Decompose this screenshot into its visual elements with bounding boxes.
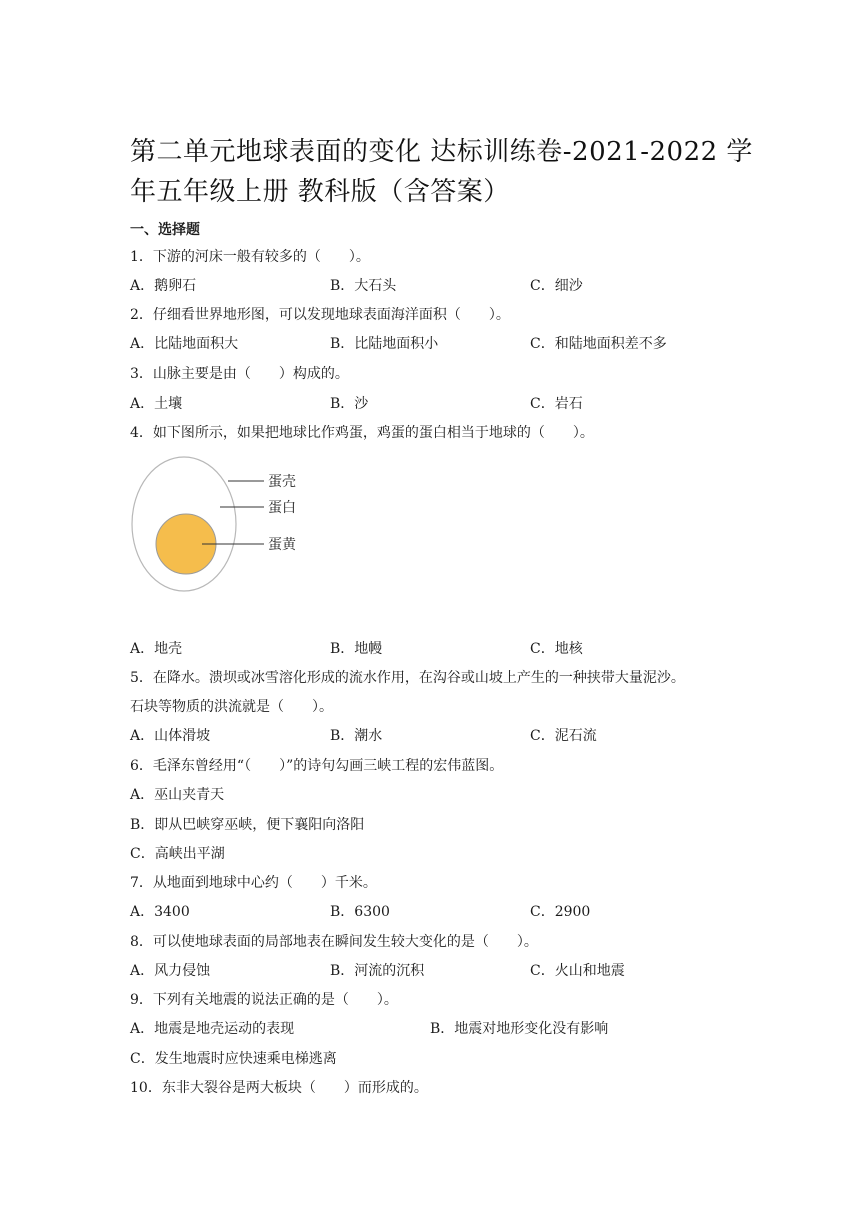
question-9-option-b: B．地震对地形变化没有影响 — [430, 1021, 609, 1037]
document-title-line1: 第二单元地球表面的变化 达标训练卷-2021-2022 学 — [130, 137, 753, 167]
question-3-option-a: A．土壤 — [130, 396, 183, 412]
egg-shell-label: 蛋壳 — [268, 474, 296, 490]
section-heading: 一、选择题 — [130, 222, 200, 238]
question-6-option-c: C．高峡出平湖 — [130, 846, 225, 862]
egg-white-label: 蛋白 — [268, 500, 296, 516]
question-8-stem: 8．可以使地球表面的局部地表在瞬间发生较大变化的是（ ）。 — [130, 934, 538, 950]
question-9-option-a: A．地震是地壳运动的表现 — [130, 1021, 295, 1037]
question-3-stem: 3．山脉主要是由（ ）构成的。 — [130, 366, 349, 382]
question-6-stem: 6．毛泽东曾经用“（ ）”的诗句勾画三峡工程的宏伟蓝图。 — [130, 758, 504, 774]
question-1-option-c: C．细沙 — [530, 278, 583, 294]
question-6-option-a: A．巫山夹青天 — [130, 787, 225, 803]
question-4-option-a: A．地壳 — [130, 641, 183, 657]
question-9-stem: 9．下列有关地震的说法正确的是（ ）。 — [130, 992, 398, 1008]
egg-diagram — [128, 455, 328, 595]
question-9-option-c: C．发生地震时应快速乘电梯逃离 — [130, 1051, 337, 1067]
question-3-option-c: C．岩石 — [530, 396, 583, 412]
question-4-option-b: B．地幔 — [330, 641, 383, 657]
question-1-option-a: A．鹅卵石 — [130, 278, 197, 294]
question-8-option-c: C．火山和地震 — [530, 963, 625, 979]
question-1-option-b: B．大石头 — [330, 278, 397, 294]
document-title-line2: 年五年级上册 教科版（含答案） — [130, 177, 510, 207]
question-4-option-c: C．地核 — [530, 641, 583, 657]
question-7-option-a: A．3400 — [130, 904, 190, 920]
question-3-option-b: B．沙 — [330, 396, 369, 412]
question-1-stem: 1．下游的河床一般有较多的（ ）。 — [130, 249, 370, 265]
question-7-option-c: C．2900 — [530, 904, 591, 920]
question-8-option-b: B．河流的沉积 — [330, 963, 425, 979]
egg-yolk-label: 蛋黄 — [268, 537, 296, 553]
question-7-option-b: B．6300 — [330, 904, 390, 920]
question-2-option-b: B．比陆地面积小 — [330, 336, 439, 352]
question-5-option-a: A．山体滑坡 — [130, 728, 211, 744]
question-2-stem: 2．仔细看世界地形图，可以发现地球表面海洋面积（ ）。 — [130, 307, 510, 323]
question-5-option-b: B．潮水 — [330, 728, 383, 744]
question-6-option-b: B．即从巴峡穿巫峡，便下襄阳向洛阳 — [130, 817, 365, 833]
question-8-option-a: A．风力侵蚀 — [130, 963, 211, 979]
question-4-stem: 4．如下图所示，如果把地球比作鸡蛋，鸡蛋的蛋白相当于地球的（ ）。 — [130, 425, 594, 441]
question-5-stem: 5．在降水。溃坝或冰雪溶化形成的流水作用，在沟谷或山坡上产生的一种挟带大量泥沙。 — [130, 670, 685, 686]
question-5-stem-continued: 石块等物质的洪流就是（ ）。 — [130, 699, 333, 715]
question-5-option-c: C．泥石流 — [530, 728, 597, 744]
question-10-stem: 10．东非大裂谷是两大板块（ ）而形成的。 — [130, 1080, 428, 1096]
question-2-option-a: A．比陆地面积大 — [130, 336, 239, 352]
question-7-stem: 7．从地面到地球中心约（ ）千米。 — [130, 875, 377, 891]
question-2-option-c: C．和陆地面积差不多 — [530, 336, 667, 352]
